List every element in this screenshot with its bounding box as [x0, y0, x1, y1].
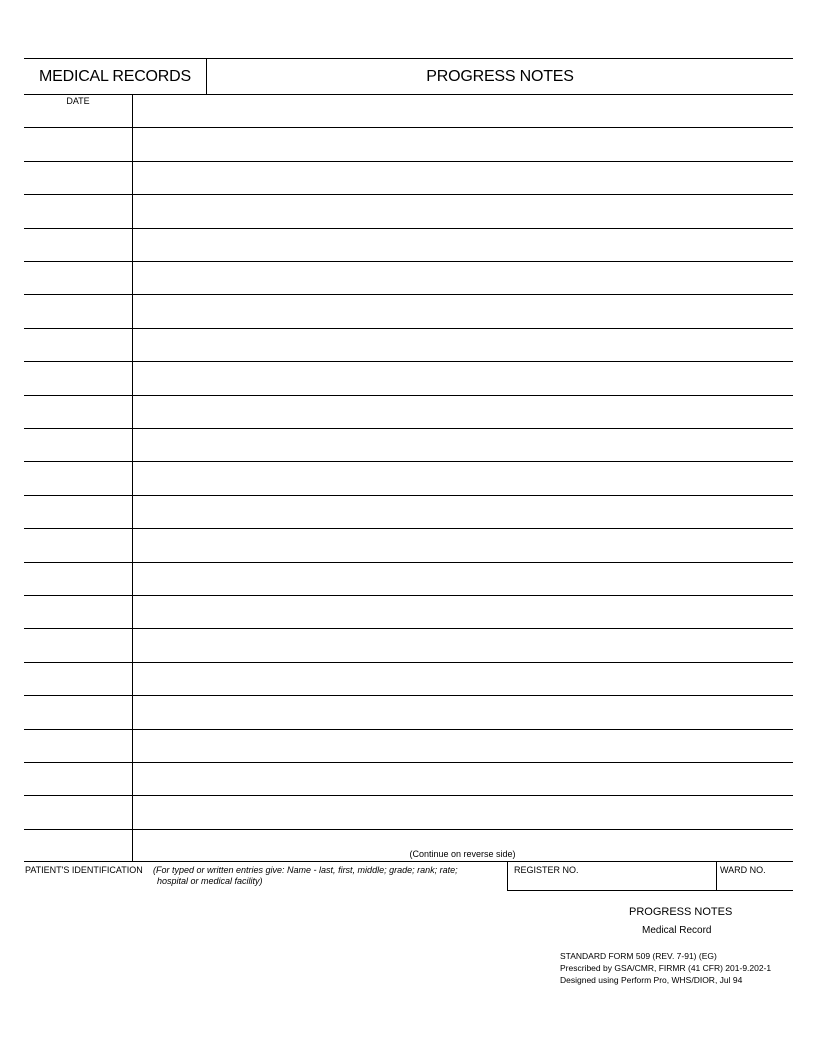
patient-identification-help-line1: (For typed or written entries give: Name - last, first, middle; grade; rank; rate;	[153, 865, 458, 875]
row-divider	[24, 361, 793, 362]
footer-form-title: PROGRESS NOTES	[629, 906, 733, 918]
footer-form-subtitle: Medical Record	[642, 925, 712, 936]
date-column-divider	[132, 94, 133, 862]
progress-notes-title: PROGRESS NOTES	[426, 68, 574, 85]
row-divider	[24, 127, 793, 128]
row-divider	[24, 829, 793, 830]
form-header	[24, 59, 793, 95]
patient-identification-help	[153, 865, 498, 887]
designed-using: Designed using Perform Pro, WHS/DIOR, Jul 94	[560, 975, 743, 985]
prescribed-by: Prescribed by GSA/CMR, FIRMR (41 CFR) 201-9.202-1	[560, 963, 772, 973]
row-divider	[24, 595, 793, 596]
row-divider	[24, 428, 793, 429]
bottom-border-left	[24, 861, 507, 862]
register-ward-divider	[716, 861, 717, 890]
row-divider	[24, 562, 793, 563]
ward-no-label: WARD NO.	[720, 865, 766, 875]
row-divider	[24, 395, 793, 396]
row-divider	[24, 729, 793, 730]
row-divider	[24, 161, 793, 162]
row-divider	[24, 461, 793, 462]
row-divider	[24, 628, 793, 629]
row-divider	[24, 261, 793, 262]
continue-note: (Continue on reverse side)	[409, 849, 516, 859]
medical-records-title: MEDICAL RECORDS	[24, 59, 207, 94]
row-divider	[24, 762, 793, 763]
date-column-header: DATE	[66, 96, 90, 106]
row-divider	[24, 194, 793, 195]
row-divider	[24, 662, 793, 663]
progress-notes-form	[24, 58, 793, 861]
register-no-label: REGISTER NO.	[514, 865, 579, 875]
row-divider	[24, 495, 793, 496]
row-divider	[24, 528, 793, 529]
row-divider	[24, 795, 793, 796]
row-divider	[24, 228, 793, 229]
register-ward-box	[507, 861, 793, 891]
row-divider	[24, 328, 793, 329]
patient-identification-label: PATIENT'S IDENTIFICATION	[25, 865, 143, 875]
row-divider	[24, 695, 793, 696]
row-divider	[24, 294, 793, 295]
patient-identification-help-line2: hospital or medical facility)	[157, 876, 263, 886]
form-number: STANDARD FORM 509 (REV. 7-91) (EG)	[560, 951, 717, 961]
